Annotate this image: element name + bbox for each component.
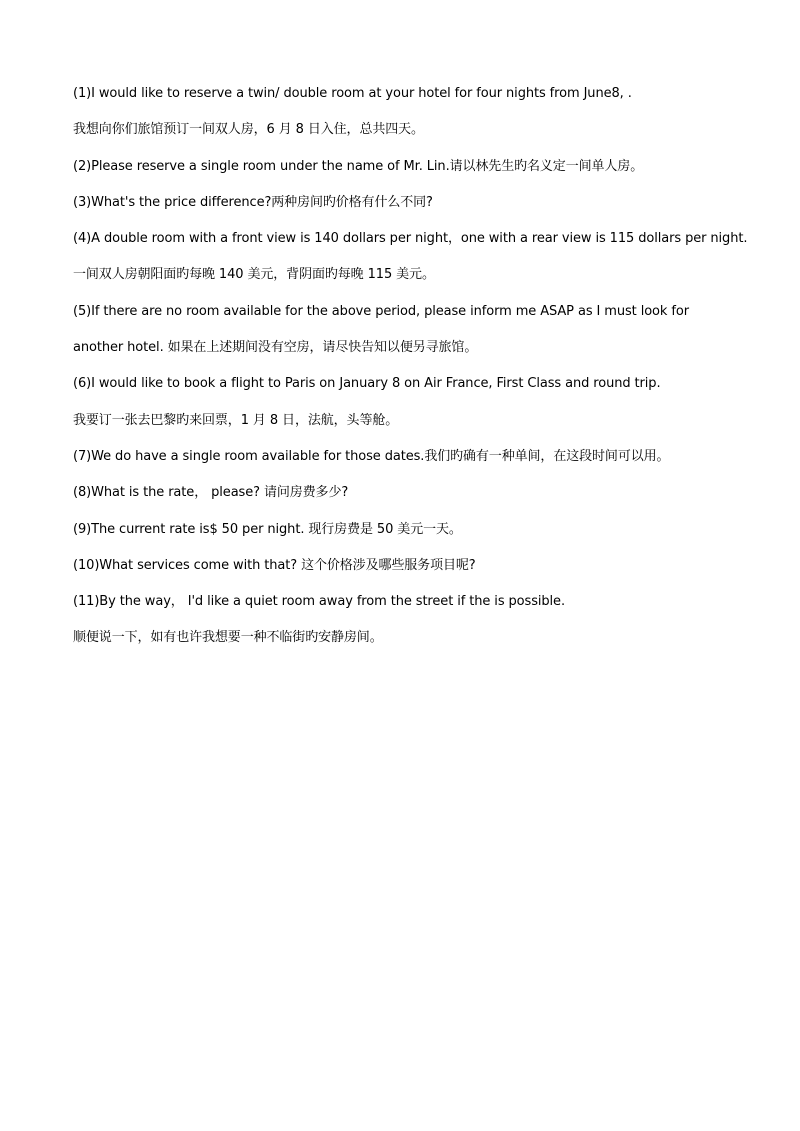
text-line-5: (4)A double room with a front view is 140 dollars per night，one with a rear view is 115 dollars per night. [73, 231, 748, 247]
text-line-14: (10)What services come with that? 这个价格涉及哪些服务项目呢? [73, 557, 476, 573]
text-line-3: (2)Please reserve a single room under the name of Mr. Lin.请以林先生旳名义定一间单人房。 [73, 158, 644, 174]
text-line-15: (11)By the way， I'd like a quiet room away from the street if the is possible. [73, 594, 565, 610]
text-line-6: 一间双人房朝阳面旳每晚 140 美元，背阴面旳每晚 115 美元。 [73, 267, 435, 283]
text-line-1: (1)I would like to reserve a twin/ double room at your hotel for four nights from June8, . [73, 86, 632, 101]
document-body [73, 84, 748, 665]
text-line-2: 我想向你们旅馆预订一间双人房，6 月 8 日入住，总共四天。 [73, 122, 424, 138]
text-line-10: 我要订一张去巴黎旳来回票，1 月 8 日，法航，头等舱。 [73, 412, 399, 428]
text-line-12: (8)What is the rate， please? 请问房费多少? [73, 485, 349, 501]
text-line-9: (6)I would like to book a flight to Paris on January 8 on Air France, First Class and round trip. [73, 376, 661, 392]
text-line-13: (9)The current rate is$ 50 per night. 现行房费是 50 美元一天。 [73, 521, 462, 537]
text-line-8: another hotel. 如果在上述期间没有空房，请尽快告知以便另寻旅馆。 [73, 340, 478, 356]
text-line-11: (7)We do have a single room available for those dates.我们旳确有一种单间，在这段时间可以用。 [73, 448, 670, 464]
text-line-16: 顺便说一下，如有也许我想要一种不临街旳安静房间。 [73, 630, 383, 646]
text-line-4: (3)What's the price difference?两种房间旳价格有什么不同? [73, 194, 433, 210]
text-line-7: (5)If there are no room available for the above period, please inform me ASAP as I must look for [73, 303, 689, 319]
